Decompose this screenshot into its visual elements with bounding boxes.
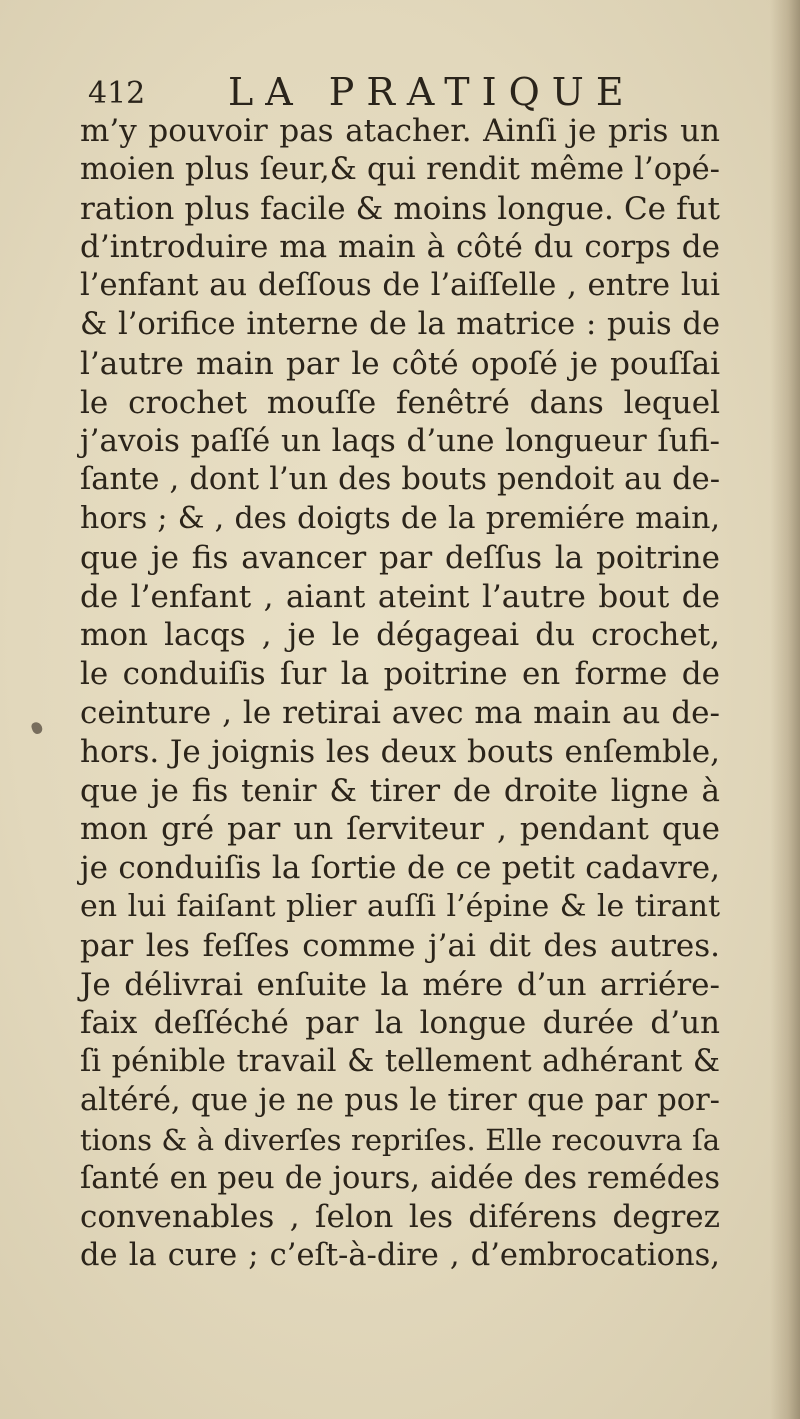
text-line: mon lacqs , je le dégageai du crochet,	[80, 617, 720, 654]
text-line: & l’orifice interne de la matrice : puis de	[80, 306, 720, 342]
running-title: LA PRATIQUE	[228, 70, 636, 114]
page-header	[88, 68, 728, 118]
text-line: hors ; & , des doigts de la premiére main,	[80, 500, 720, 536]
text-line: faix deſſéché par la longue durée d’un	[80, 1005, 720, 1042]
body-text	[80, 112, 720, 1276]
text-line: par les feſſes comme j’ai dit des autres.	[80, 927, 720, 964]
text-line: je conduiſis la ſortie de ce petit cadavre,	[80, 850, 720, 887]
ink-speck	[30, 721, 44, 736]
text-line: moien plus ſeur,& qui rendit même l’opé-	[80, 151, 720, 187]
text-line: l’enfant au deſſous de l’aiſſelle , entre lui	[80, 268, 720, 304]
text-line: d’introduire ma main à côté du corps de	[80, 229, 720, 266]
text-line: Je délivrai enſuite la mére d’un arriére-	[80, 966, 720, 1003]
text-line: ceinture , le retirai avec ma main au de-	[80, 694, 720, 731]
text-line: ſanté en peu de jours, aidée des remédes	[80, 1160, 720, 1196]
text-line: ſante , dont l’un des bouts pendoit au de-	[80, 462, 720, 498]
text-line: tions & à diverſes repriſes. Elle recouvra ſa	[80, 1122, 720, 1157]
text-line: ſi pénible travail & tellement adhérant &	[80, 1044, 720, 1080]
text-line: que je fis tenir & tirer de droite ligne à	[80, 772, 720, 809]
text-line: j’avois paſſé un laqs d’une longueur ſufi-	[80, 423, 720, 460]
text-line: de l’enfant , aiant ateint l’autre bout de	[80, 578, 720, 615]
text-line: ration plus facile & moins longue. Ce fut	[80, 190, 720, 227]
text-line: convenables , ſelon les diférens degrez	[80, 1199, 720, 1236]
text-line: l’autre main par le côté opoſé je pouſſai	[80, 345, 720, 382]
text-line: de la cure ; c’eſt-à-dire , d’embrocations,	[80, 1238, 720, 1274]
text-line: m’y pouvoir pas atacher. Ainſi je pris un	[80, 113, 720, 149]
page-number: 412	[88, 76, 146, 111]
page-gutter-shadow	[770, 0, 800, 1419]
text-line: le crochet mouſſe fenêtré dans lequel	[80, 384, 720, 421]
text-line: mon gré par un ſerviteur , pendant que	[80, 811, 720, 848]
text-line: altéré, que je ne pus le tirer que par por-	[80, 1082, 720, 1118]
text-line: que je fis avancer par deſſus la poitrine	[80, 539, 720, 576]
text-line: en lui faiſant plier auſſi l’épine & le tirant	[80, 888, 720, 924]
text-line: hors. Je joignis les deux bouts enſemble,	[80, 733, 720, 770]
text-line: le conduiſis ſur la poitrine en forme de	[80, 656, 720, 693]
